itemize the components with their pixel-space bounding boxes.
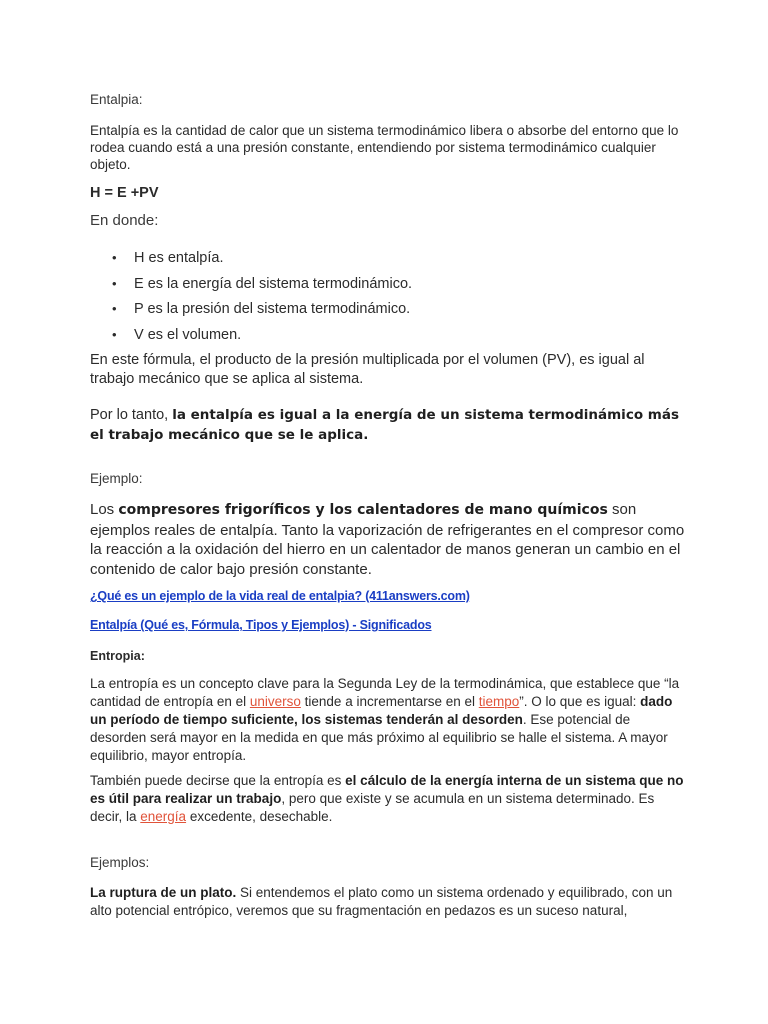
enthalpy-definition: Entalpía es la cantidad de calor que un sistema termodinámico libera o absorbe del entorno que lo rodea cuando está a una presión constante, entendiendo por sistema termodinámico cualquier objeto. — [90, 123, 679, 172]
examples-label: Ejemplos: — [90, 855, 150, 870]
entropy-example-1: La ruptura de un plato. Si entendemos el plato como un sistema ordenado y equilibrado, con un alto potencial entrópico, veremos que su fragmentación en pedazos es un suceso natural, — [90, 885, 673, 918]
where-label: En donde: — [90, 212, 159, 229]
entropy-heading: Entropia: — [90, 649, 145, 663]
list-item: • P es la presión del sistema termodinámico. — [90, 301, 412, 327]
link-significados[interactable]: Entalpía (Qué es, Fórmula, Tipos y Ejemplos) - Significados — [90, 618, 432, 632]
example-label: Ejemplo: — [90, 471, 143, 486]
formula-note: En este fórmula, el producto de la presión multiplicada por el volumen (PV), es igual al trabajo mecánico que se aplica al sistema. — [90, 352, 645, 387]
link-411answers[interactable]: ¿Qué es un ejemplo de la vida real de entalpia? (411answers.com) — [90, 589, 470, 603]
entropy-paragraph-1: La entropía es un concepto clave para la Segunda Ley de la termodinámica, que establece que “la cantidad de entropía en el universo tiende a incrementarse en el tiempo”. O lo que es igual: dado un período de tiempo suficiente, los sistemas tenderán al desorden. Ese potencial de desorden será mayor en la medida en que más próximo al equilibrio se halle el sistema. A mayor equilibrio, mayor entropía. — [90, 676, 680, 763]
enthalpy-example: Los compresores frigoríficos y los calentadores de mano químicos son ejemplos reales de entalpía. Tanto la vaporización de refrigerantes en el compresor como la reacción a la oxidación del hierro en un calentador de manos generan un cambio en el contenido de calor bajo presión constante. — [90, 501, 685, 578]
entropy-paragraph-2: También puede decirse que la entropía es el cálculo de la energía interna de un sistema que no es útil para realizar un trabajo, pero que existe y se acumula en un sistema determinado. Es decir, la energía excedente, desechable. — [90, 773, 684, 824]
enthalpy-formula: H = E +PV — [90, 185, 159, 201]
list-item: • V es el volumen. — [90, 327, 412, 353]
link-energia[interactable]: energía — [140, 809, 187, 824]
link-universo[interactable]: universo — [249, 694, 301, 709]
enthalpy-heading: Entalpia: — [90, 92, 143, 107]
link-tiempo[interactable]: tiempo — [478, 694, 520, 709]
enthalpy-conclusion: Por lo tanto, la entalpía es igual a la energía de un sistema termodinámico más el trabajo mecánico que se le aplica. — [90, 407, 680, 443]
list-item: • E es la energía del sistema termodinámico. — [90, 276, 412, 302]
list-item: • H es entalpía. — [90, 250, 412, 276]
variables-list — [90, 250, 412, 352]
